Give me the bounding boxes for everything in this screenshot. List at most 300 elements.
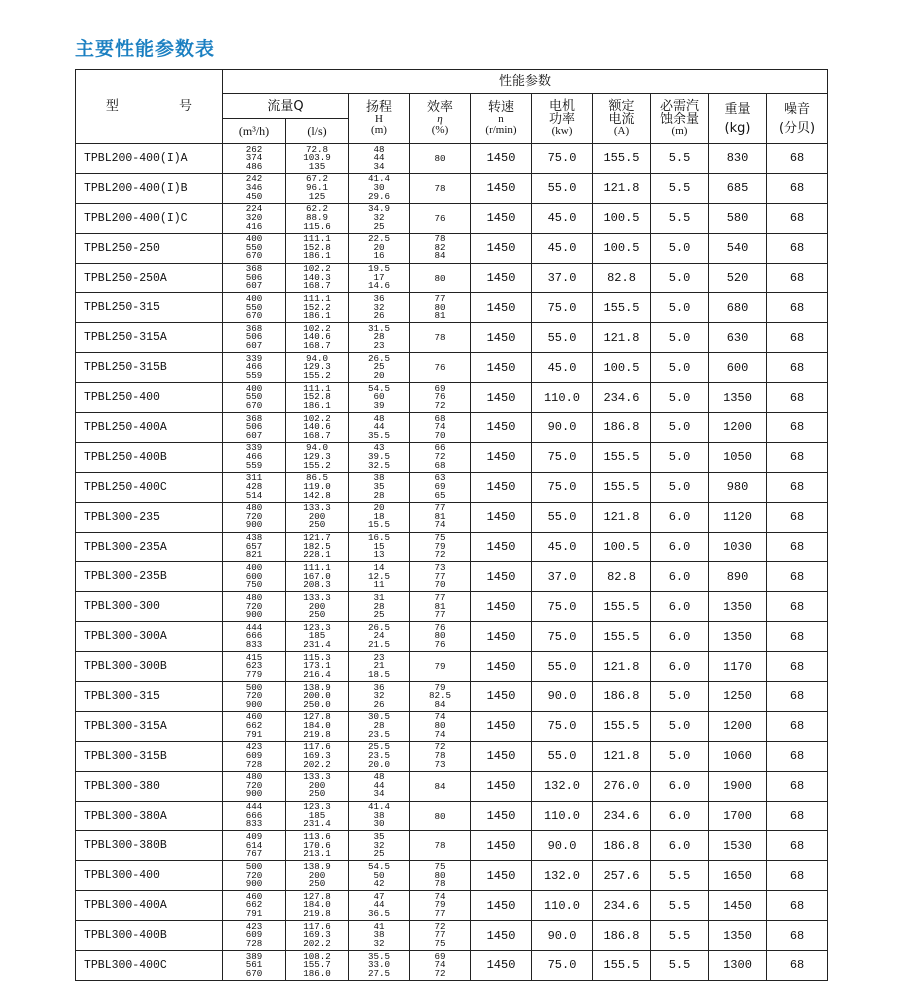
- weight-cell: 1030: [709, 532, 767, 562]
- eff-value: 77: [434, 908, 446, 919]
- eff-value: 84: [434, 698, 446, 710]
- q-m3h-value: 670: [245, 967, 263, 979]
- q-m3h-cell: [223, 682, 286, 712]
- speed-cell: 1450: [471, 173, 532, 203]
- head-value: 23.5: [367, 728, 391, 740]
- npsh-cell: 5.5: [651, 951, 709, 981]
- q-m3h-cell: [223, 921, 286, 951]
- speed-cell: 1450: [471, 532, 532, 562]
- noise-cell: 68: [767, 263, 828, 293]
- head-value: 35: [373, 831, 385, 843]
- speed-cell: 1450: [471, 293, 532, 323]
- q-m3h-value: 506: [245, 421, 263, 433]
- head-cell: [349, 682, 410, 712]
- eff-value: 70: [434, 579, 446, 591]
- speed-cell: 1450: [471, 144, 532, 174]
- q-m3h-value: 623: [245, 660, 263, 672]
- eff-value: 78: [434, 182, 446, 194]
- eff-value: 77: [434, 929, 446, 941]
- q-m3h-value: 900: [245, 698, 263, 710]
- q-ls-value: 86.5: [305, 472, 329, 484]
- q-m3h-value: 833: [245, 818, 263, 830]
- current-cell: 100.5: [593, 233, 651, 263]
- current-cell: 121.8: [593, 323, 651, 353]
- weight-cell: 1250: [709, 682, 767, 712]
- head-value: 25: [373, 220, 385, 232]
- head-value: 35: [373, 480, 385, 492]
- q-m3h-value: 657: [245, 540, 263, 552]
- head-cell: [349, 711, 410, 741]
- head-value: 32: [373, 690, 385, 702]
- weight-cell: 1350: [709, 921, 767, 951]
- npsh-cell: 6.0: [651, 652, 709, 682]
- eff-value: 79: [434, 899, 446, 911]
- eff-value: 80: [434, 630, 446, 642]
- head-value: 20: [373, 241, 385, 253]
- table-row: [76, 413, 828, 443]
- q-m3h-cell: [223, 622, 286, 652]
- head-value: 22.5: [367, 233, 391, 245]
- npsh-cell: 5.5: [651, 921, 709, 951]
- header-npsh-unit: (m): [671, 125, 688, 137]
- weight-cell: 1350: [709, 622, 767, 652]
- head-value: 23.5: [367, 749, 391, 761]
- header-performance: 性能参数: [223, 70, 828, 94]
- speed-cell: 1450: [471, 921, 532, 951]
- q-m3h-value: 607: [245, 429, 263, 441]
- header-npsh: [651, 94, 709, 144]
- table-row: [76, 532, 828, 562]
- model-cell: TPBL200-400(I)A: [76, 144, 223, 174]
- q-ls-value: 102.2: [303, 322, 331, 334]
- speed-cell: 1450: [471, 891, 532, 921]
- head-cell: [349, 622, 410, 652]
- eff-cell: [410, 592, 471, 622]
- q-m3h-cell: [223, 442, 286, 472]
- q-m3h-value: 833: [245, 638, 263, 650]
- weight-cell: 1200: [709, 413, 767, 443]
- q-ls-value: 216.4: [303, 668, 331, 680]
- model-cell: TPBL300-380B: [76, 831, 223, 861]
- head-value: 44: [373, 779, 385, 791]
- q-ls-cell: [286, 861, 349, 891]
- head-value: 31.5: [367, 322, 391, 334]
- model-cell: TPBL300-315B: [76, 741, 223, 771]
- current-cell: 121.8: [593, 173, 651, 203]
- npsh-cell: 5.0: [651, 711, 709, 741]
- eff-value: 73: [434, 562, 446, 574]
- table-row: [76, 951, 828, 981]
- eff-value: 80: [434, 869, 446, 881]
- table-row: [76, 831, 828, 861]
- noise-cell: 68: [767, 831, 828, 861]
- q-m3h-cell: [223, 502, 286, 532]
- eff-cell: [410, 502, 471, 532]
- noise-cell: 68: [767, 353, 828, 383]
- q-ls-cell: [286, 144, 349, 174]
- head-cell: [349, 203, 410, 233]
- q-ls-value: 186.0: [303, 967, 331, 979]
- weight-cell: 1120: [709, 502, 767, 532]
- table-row: [76, 741, 828, 771]
- speed-cell: 1450: [471, 622, 532, 652]
- table-row: [76, 921, 828, 951]
- q-m3h-cell: [223, 801, 286, 831]
- head-cell: [349, 442, 410, 472]
- power-cell: 75.0: [532, 711, 593, 741]
- q-ls-value: 202.2: [303, 758, 331, 770]
- head-value: 30: [373, 182, 385, 194]
- current-cell: 155.5: [593, 592, 651, 622]
- head-cell: [349, 741, 410, 771]
- head-cell: [349, 472, 410, 502]
- header-weight-unit: (kg): [724, 120, 751, 136]
- q-m3h-value: 423: [245, 920, 263, 932]
- noise-cell: 68: [767, 203, 828, 233]
- table-row: [76, 682, 828, 712]
- speed-cell: 1450: [471, 801, 532, 831]
- weight-cell: 1200: [709, 711, 767, 741]
- header-speed-sym: n: [498, 113, 504, 125]
- q-ls-value: 72.8: [305, 143, 329, 155]
- head-value: 17: [373, 271, 385, 283]
- npsh-cell: 5.0: [651, 383, 709, 413]
- power-cell: 37.0: [532, 263, 593, 293]
- eff-cell: [410, 472, 471, 502]
- speed-cell: 1450: [471, 323, 532, 353]
- q-ls-value: 250: [308, 519, 326, 531]
- eff-value: 72: [434, 451, 446, 463]
- q-ls-cell: [286, 293, 349, 323]
- q-ls-value: 200: [308, 869, 326, 881]
- header-model: 型 号: [76, 70, 223, 144]
- q-m3h-cell: [223, 293, 286, 323]
- q-ls-cell: [286, 771, 349, 801]
- power-cell: 132.0: [532, 771, 593, 801]
- eff-value: 84: [434, 780, 446, 792]
- q-ls-value: 250.0: [303, 698, 331, 710]
- npsh-cell: 5.5: [651, 891, 709, 921]
- head-value: 30: [373, 818, 385, 830]
- power-cell: 75.0: [532, 144, 593, 174]
- eff-value: 82.5: [428, 690, 452, 702]
- speed-cell: 1450: [471, 263, 532, 293]
- head-value: 32: [373, 937, 385, 949]
- q-m3h-cell: [223, 861, 286, 891]
- speed-cell: 1450: [471, 771, 532, 801]
- eff-value: 78: [434, 878, 446, 890]
- eff-value: 68: [434, 412, 446, 424]
- model-cell: TPBL250-400C: [76, 472, 223, 502]
- q-m3h-cell: [223, 173, 286, 203]
- table-row: [76, 144, 828, 174]
- speed-cell: 1450: [471, 472, 532, 502]
- q-ls-value: 94.0: [305, 442, 329, 454]
- head-value: 34: [373, 788, 385, 800]
- q-ls-cell: [286, 263, 349, 293]
- q-m3h-value: 466: [245, 451, 263, 463]
- q-m3h-value: 609: [245, 749, 263, 761]
- model-cell: TPBL250-400A: [76, 413, 223, 443]
- weight-cell: 1450: [709, 891, 767, 921]
- noise-cell: 68: [767, 442, 828, 472]
- eff-value: 77: [434, 609, 446, 621]
- weight-cell: 540: [709, 233, 767, 263]
- power-cell: 75.0: [532, 442, 593, 472]
- eff-cell: [410, 771, 471, 801]
- weight-cell: 890: [709, 562, 767, 592]
- speed-cell: 1450: [471, 861, 532, 891]
- current-cell: 100.5: [593, 203, 651, 233]
- q-m3h-value: 400: [245, 233, 263, 245]
- q-m3h-value: 346: [245, 182, 263, 194]
- q-ls-value: 129.3: [303, 361, 331, 373]
- q-ls-value: 184.0: [303, 899, 331, 911]
- q-ls-value: 155.7: [303, 959, 331, 971]
- table-row: [76, 592, 828, 622]
- q-ls-value: 200: [308, 779, 326, 791]
- table-row: [76, 233, 828, 263]
- q-m3h-value: 242: [245, 173, 263, 185]
- eff-value: 76: [434, 638, 446, 650]
- eff-cell: [410, 173, 471, 203]
- q-m3h-value: 400: [245, 562, 263, 574]
- header-noise-cn: 噪音: [784, 101, 811, 117]
- head-value: 15.5: [367, 519, 391, 531]
- head-value: 36.5: [367, 908, 391, 919]
- table-row: [76, 293, 828, 323]
- noise-cell: 68: [767, 622, 828, 652]
- eff-value: 75: [434, 937, 446, 949]
- q-m3h-cell: [223, 771, 286, 801]
- head-value: 54.5: [367, 382, 391, 394]
- power-cell: 110.0: [532, 383, 593, 413]
- q-ls-value: 127.8: [303, 890, 331, 902]
- noise-cell: 68: [767, 891, 828, 921]
- q-ls-value: 96.1: [305, 182, 329, 194]
- q-m3h-value: 728: [245, 937, 263, 949]
- table-row: [76, 203, 828, 233]
- head-value: 19.5: [367, 263, 391, 275]
- q-ls-cell: [286, 383, 349, 413]
- eff-value: 81: [434, 310, 446, 322]
- q-ls-value: 219.8: [303, 728, 331, 740]
- q-m3h-cell: [223, 711, 286, 741]
- q-ls-value: 186.1: [303, 310, 331, 322]
- power-cell: 75.0: [532, 592, 593, 622]
- q-m3h-cell: [223, 741, 286, 771]
- eff-value: 65: [434, 489, 446, 501]
- eff-cell: [410, 383, 471, 413]
- weight-cell: 1530: [709, 831, 767, 861]
- q-ls-cell: [286, 741, 349, 771]
- q-m3h-value: 428: [245, 480, 263, 492]
- noise-cell: 68: [767, 144, 828, 174]
- noise-cell: 68: [767, 921, 828, 951]
- power-cell: 90.0: [532, 921, 593, 951]
- power-cell: 110.0: [532, 891, 593, 921]
- q-ls-value: 152.8: [303, 391, 331, 403]
- current-cell: 100.5: [593, 353, 651, 383]
- q-ls-value: 133.3: [303, 591, 331, 603]
- noise-cell: 68: [767, 532, 828, 562]
- q-ls-value: 231.4: [303, 638, 331, 650]
- eff-value: 66: [434, 442, 446, 454]
- q-ls-value: 108.2: [303, 950, 331, 962]
- q-ls-value: 117.6: [303, 741, 331, 753]
- npsh-cell: 6.0: [651, 801, 709, 831]
- q-m3h-value: 614: [245, 839, 263, 851]
- head-cell: [349, 233, 410, 263]
- eff-value: 70: [434, 429, 446, 441]
- current-cell: 234.6: [593, 801, 651, 831]
- power-cell: 55.0: [532, 502, 593, 532]
- weight-cell: 980: [709, 472, 767, 502]
- eff-cell: [410, 203, 471, 233]
- head-cell: [349, 383, 410, 413]
- q-m3h-value: 559: [245, 369, 263, 381]
- q-ls-cell: [286, 353, 349, 383]
- q-m3h-value: 500: [245, 681, 263, 693]
- q-m3h-value: 720: [245, 600, 263, 612]
- q-m3h-value: 514: [245, 489, 263, 501]
- weight-cell: 630: [709, 323, 767, 353]
- npsh-cell: 5.0: [651, 442, 709, 472]
- q-m3h-value: 368: [245, 412, 263, 424]
- header-power-unit: (kw): [551, 125, 573, 137]
- q-ls-value: 219.8: [303, 908, 331, 919]
- page-title: 主要性能参数表: [75, 38, 216, 60]
- q-m3h-value: 728: [245, 758, 263, 770]
- npsh-cell: 6.0: [651, 831, 709, 861]
- q-m3h-cell: [223, 532, 286, 562]
- q-ls-cell: [286, 442, 349, 472]
- speed-cell: 1450: [471, 831, 532, 861]
- q-ls-value: 168.7: [303, 280, 331, 292]
- speed-cell: 1450: [471, 502, 532, 532]
- header-flow-m3h: (m³/h): [223, 119, 286, 144]
- q-ls-value: 117.6: [303, 920, 331, 932]
- q-m3h-value: 311: [245, 472, 263, 484]
- q-m3h-cell: [223, 831, 286, 861]
- noise-cell: 68: [767, 233, 828, 263]
- npsh-cell: 5.0: [651, 472, 709, 502]
- head-value: 54.5: [367, 860, 391, 872]
- current-cell: 155.5: [593, 622, 651, 652]
- eff-value: 74: [434, 728, 446, 740]
- eff-cell: [410, 562, 471, 592]
- head-value: 41.4: [367, 801, 391, 813]
- q-ls-cell: [286, 233, 349, 263]
- eff-value: 72: [434, 967, 446, 979]
- q-m3h-value: 900: [245, 609, 263, 621]
- noise-cell: 68: [767, 682, 828, 712]
- noise-cell: 68: [767, 173, 828, 203]
- model-cell: TPBL300-235: [76, 502, 223, 532]
- head-value: 20.0: [367, 758, 391, 770]
- head-value: 34: [373, 160, 385, 172]
- table-row: [76, 861, 828, 891]
- q-ls-value: 185: [308, 630, 326, 642]
- speed-cell: 1450: [471, 203, 532, 233]
- eff-value: 80: [434, 272, 446, 284]
- current-cell: 186.8: [593, 921, 651, 951]
- eff-cell: [410, 682, 471, 712]
- q-ls-value: 152.2: [303, 301, 331, 313]
- power-cell: 37.0: [532, 562, 593, 592]
- current-cell: 121.8: [593, 652, 651, 682]
- table-row: [76, 502, 828, 532]
- eff-value: 76: [434, 362, 446, 374]
- q-ls-value: 119.0: [303, 480, 331, 492]
- head-value: 32: [373, 301, 385, 313]
- weight-cell: 830: [709, 144, 767, 174]
- q-m3h-value: 559: [245, 459, 263, 471]
- noise-cell: 68: [767, 502, 828, 532]
- q-m3h-value: 262: [245, 143, 263, 155]
- q-m3h-value: 368: [245, 322, 263, 334]
- npsh-cell: 5.5: [651, 144, 709, 174]
- current-cell: 82.8: [593, 263, 651, 293]
- q-ls-cell: [286, 831, 349, 861]
- q-ls-cell: [286, 711, 349, 741]
- eff-value: 78: [434, 233, 446, 245]
- head-value: 32: [373, 839, 385, 851]
- power-cell: 55.0: [532, 652, 593, 682]
- eff-value: 63: [434, 472, 446, 484]
- speed-cell: 1450: [471, 442, 532, 472]
- eff-cell: [410, 293, 471, 323]
- q-ls-value: 250: [308, 788, 326, 800]
- header-noise-unit: (分贝): [778, 120, 816, 136]
- current-cell: 257.6: [593, 861, 651, 891]
- head-value: 39: [373, 399, 385, 411]
- model-cell: TPBL300-300A: [76, 622, 223, 652]
- q-m3h-value: 466: [245, 361, 263, 373]
- head-value: 25: [373, 848, 385, 860]
- q-m3h-value: 400: [245, 382, 263, 394]
- q-ls-value: 123.3: [303, 801, 331, 813]
- noise-cell: 68: [767, 801, 828, 831]
- q-ls-value: 231.4: [303, 818, 331, 830]
- q-m3h-value: 767: [245, 848, 263, 860]
- q-ls-value: 102.2: [303, 412, 331, 424]
- head-value: 26.5: [367, 352, 391, 364]
- eff-value: 75: [434, 860, 446, 872]
- current-cell: 155.5: [593, 711, 651, 741]
- q-m3h-value: 224: [245, 203, 263, 215]
- eff-value: 79: [434, 540, 446, 552]
- q-m3h-value: 600: [245, 570, 263, 582]
- q-m3h-cell: [223, 413, 286, 443]
- q-m3h-cell: [223, 203, 286, 233]
- q-m3h-value: 720: [245, 510, 263, 522]
- q-ls-value: 140.6: [303, 331, 331, 343]
- eff-value: 76: [434, 621, 446, 633]
- eff-value: 78: [434, 840, 446, 852]
- header-flow-ls: (l/s): [286, 119, 349, 144]
- q-ls-value: 140.6: [303, 421, 331, 433]
- q-ls-value: 152.8: [303, 241, 331, 253]
- q-m3h-value: 561: [245, 959, 263, 971]
- weight-cell: 685: [709, 173, 767, 203]
- q-ls-value: 129.3: [303, 451, 331, 463]
- head-value: 44: [373, 421, 385, 433]
- eff-value: 69: [434, 480, 446, 492]
- weight-cell: 580: [709, 203, 767, 233]
- q-ls-value: 125: [308, 190, 326, 202]
- head-value: 38: [373, 472, 385, 484]
